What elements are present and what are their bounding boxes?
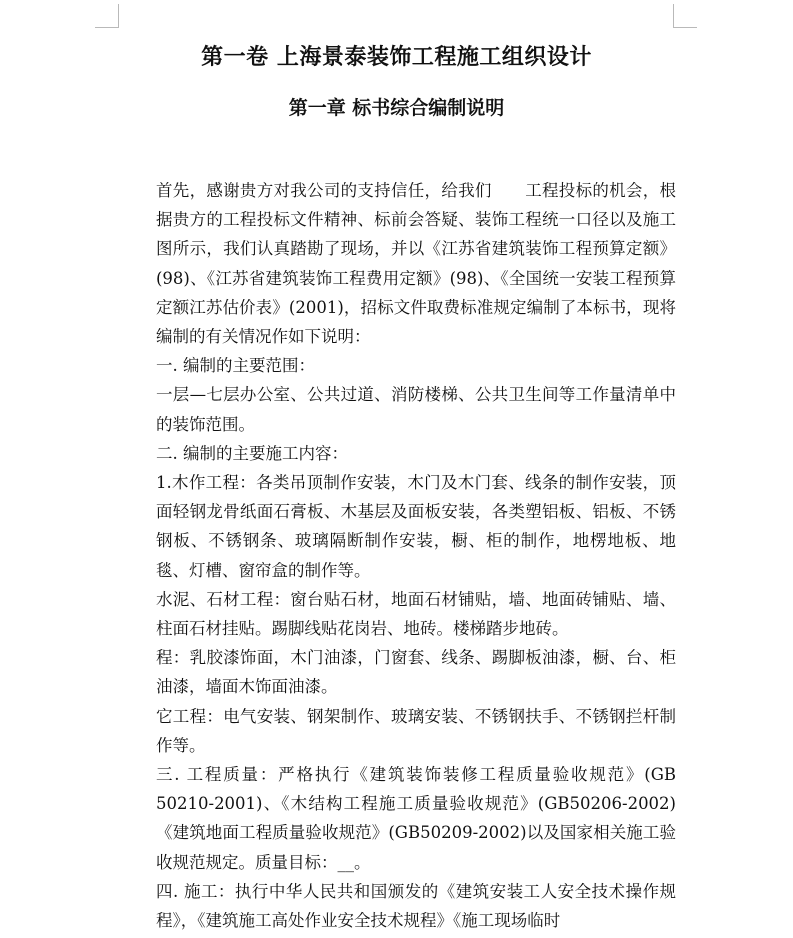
document-body <box>156 176 676 935</box>
paragraph-quality: 三. 工程质量：严格执行《建筑装饰装修工程质量验收规范》(GB 50210-2001)、《木结构工程施工质量验收规范》(GB50206-2002)《建筑地面工程质量验收规范》(GB50209-2002)以及国家相关施工验收规范规定。质量目标：__。 <box>156 765 676 872</box>
paragraph-other: 它工程：电气安装、钢架制作、玻璃安装、不锈钢扶手、不锈钢拦杆制作等。 <box>156 706 676 755</box>
paragraph-construction: 四. 施工：执行中华人民共和国颁发的《建筑安装工人安全技术操作规程》，《建筑施工高处作业安全技术规程》《施工现场临时 <box>156 881 676 931</box>
section-heading-content: 二. 编制的主要施工内容： <box>156 443 348 463</box>
chapter-title: 第一章 标书综合编制说明 <box>288 97 505 119</box>
paragraph-paint: 程：乳胶漆饰面，木门油漆，门窗套、线条、踢脚板油漆，橱、台、柜油漆，墙面木饰面油漆。 <box>156 648 676 697</box>
paragraph-stone: 水泥、石材工程：窗台贴石材，地面石材铺贴，墙、地面砖铺贴、墙、柱面石材挂贴。踢脚线贴花岗岩、地砖。楼梯踏步地砖。 <box>156 589 676 639</box>
paragraph-scope: 一层—七层办公室、公共过道、消防楼梯、公共卫生间等工作量清单中的装饰范围。 <box>156 385 676 434</box>
crop-mark-top-right <box>673 4 674 28</box>
paragraph-intro: 首先，感谢贵方对我公司的支持信任，给我们 工程投标的机会，根据贵方的工程投标文件精神、标前会答疑、装饰工程统一口径以及施工图所示，我们认真踏勘了现场，并以《江苏省建筑装饰工程预算定额》(98)、《江苏省建筑装饰工程费用定额》(98)、《全国统一安装工程预算定额江苏估价表》(2001)，招标文件取费标准规定编制了本标书，现将编制的有关情况作如下说明： <box>156 181 676 347</box>
document-title: 第一卷 上海景泰装饰工程施工组织设计 <box>201 45 592 70</box>
crop-mark-top-left <box>118 4 119 28</box>
section-heading-scope: 一. 编制的主要范围： <box>156 356 315 376</box>
paragraph-woodwork: 1.木作工程：各类吊顶制作安装，木门及木门套、线条的制作安装，顶面轻钢龙骨纸面石膏板、木基层及面板安装，各类塑铝板、铝板、不锈钢板、不锈钢条、玻璃隔断制作安装，橱、柜的制作，地楞地板、地毯、灯槽、窗帘盒的制作等。 <box>156 473 676 580</box>
crop-mark-top-right <box>673 27 697 28</box>
crop-mark-top-left <box>95 27 119 28</box>
